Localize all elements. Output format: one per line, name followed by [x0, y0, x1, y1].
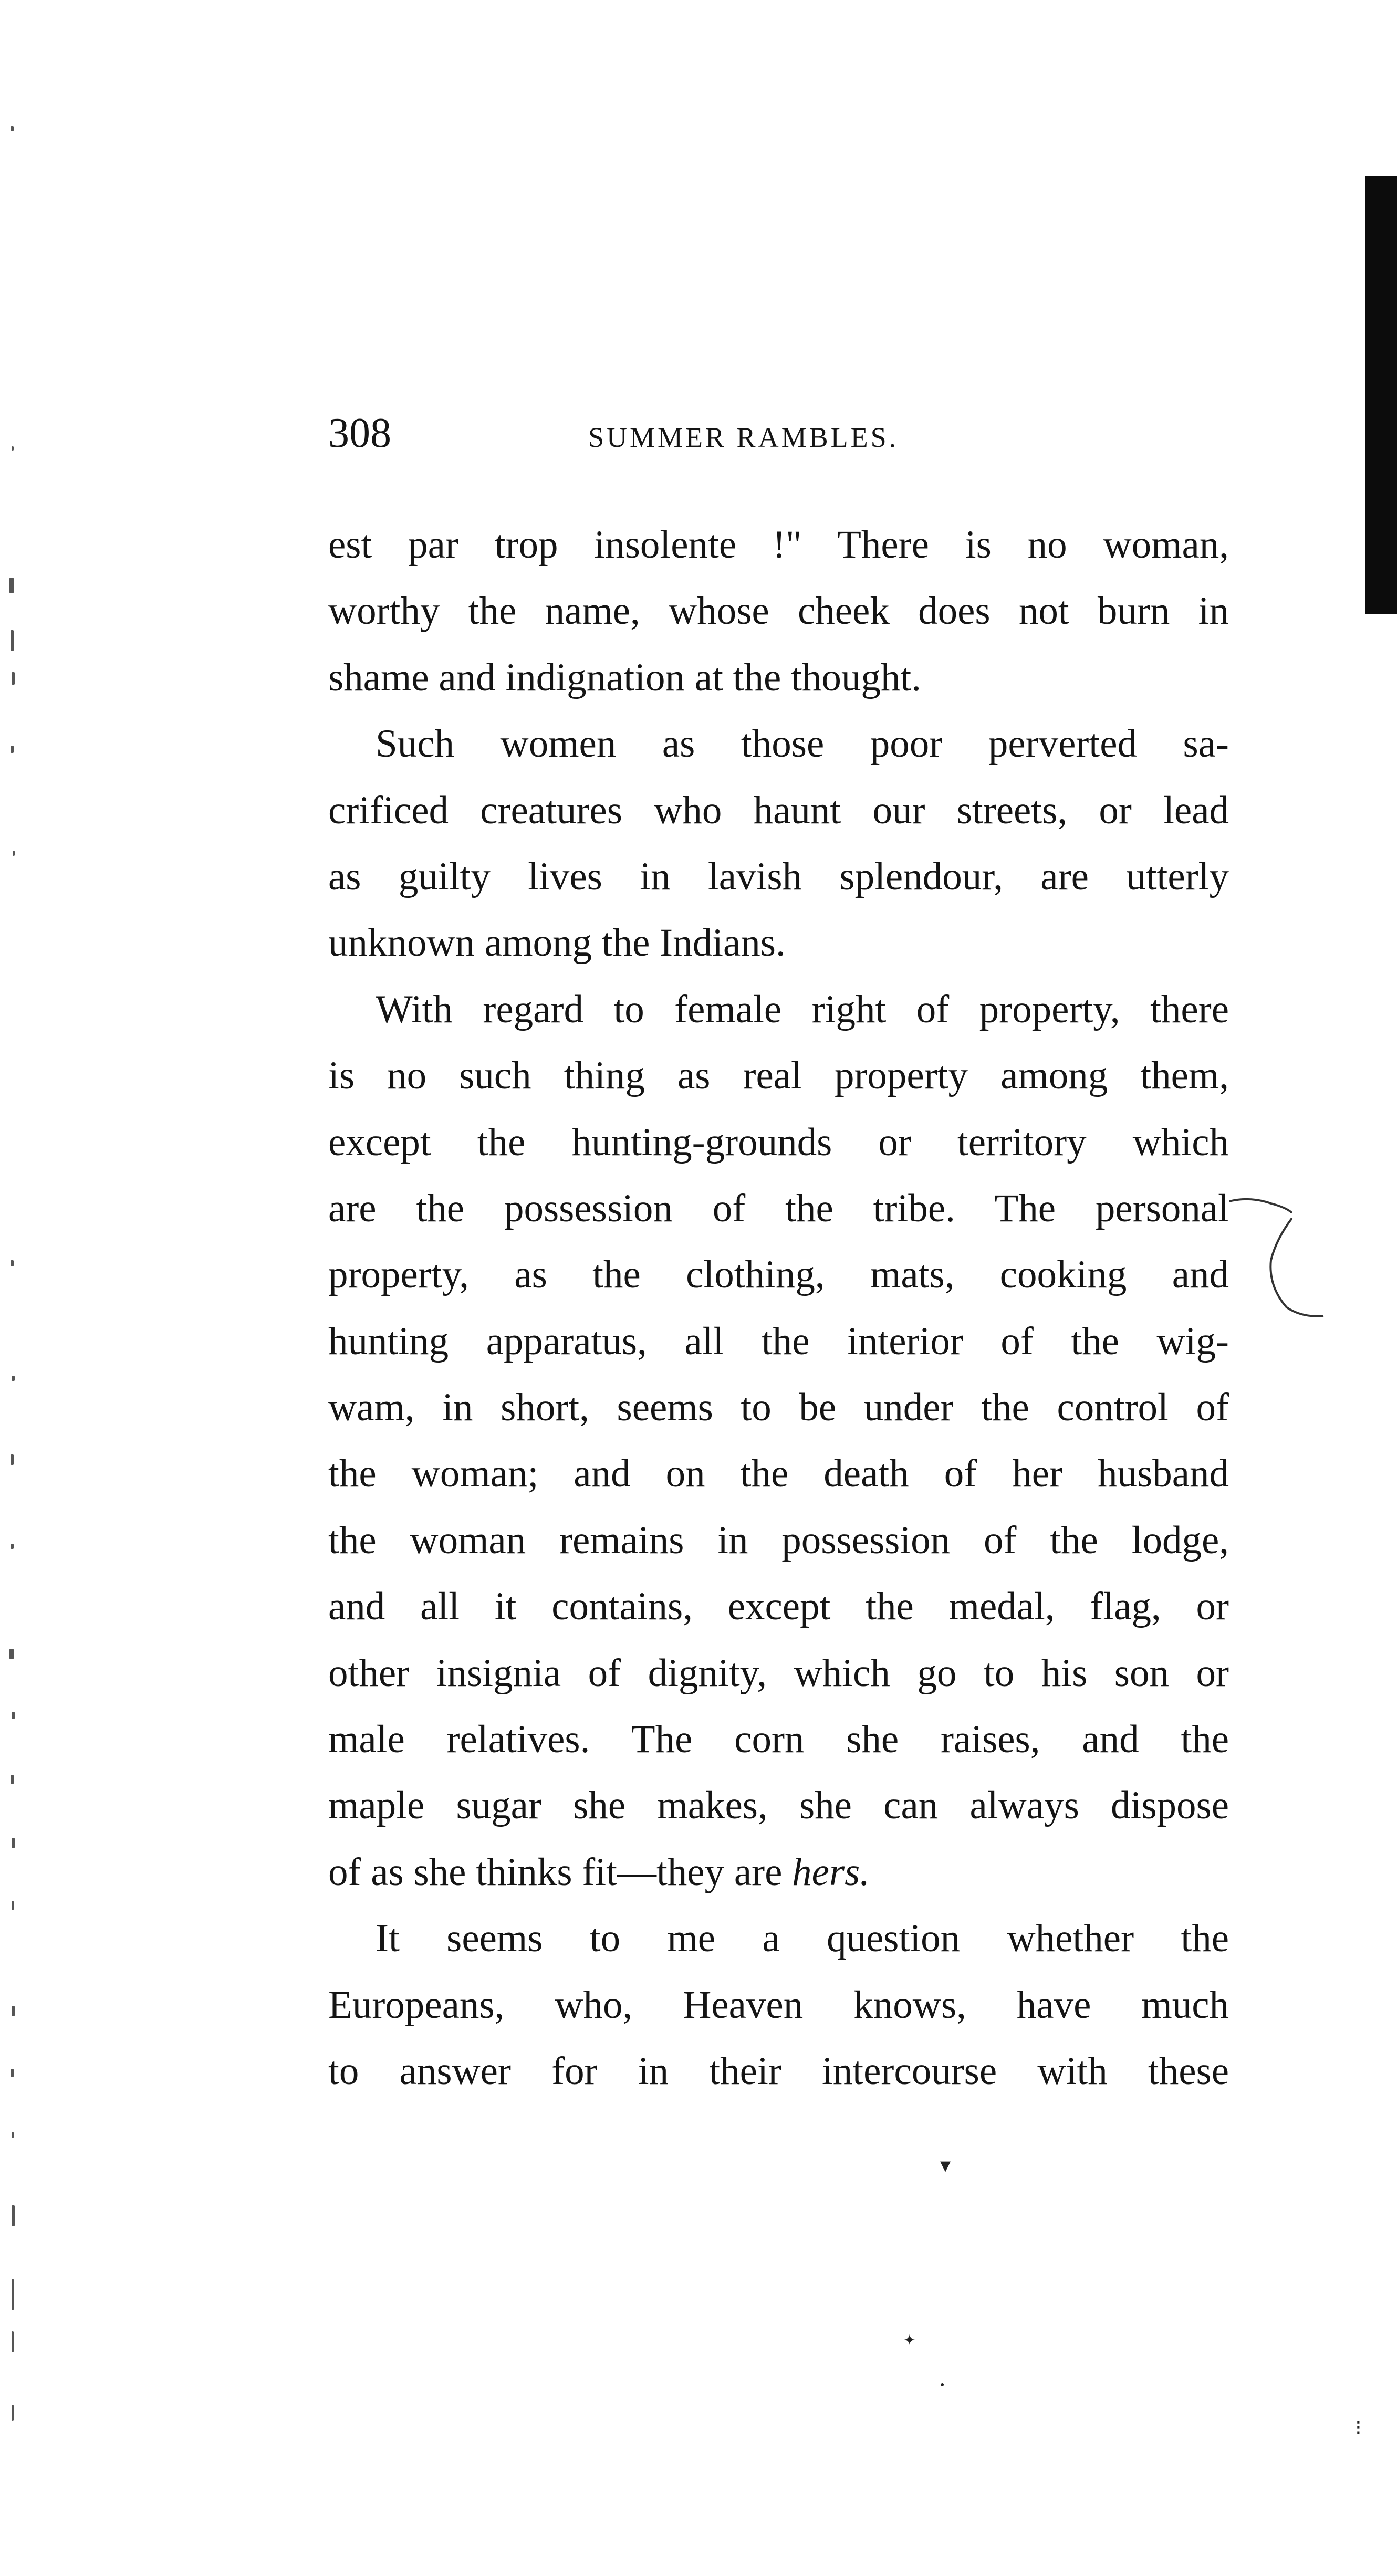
text-line: shame and indignation at the thought. [328, 655, 921, 699]
text-line: unknown among the Indians. [328, 921, 786, 965]
text-line: is no such thing as real property among them, [328, 1054, 1229, 1098]
text-line: as guilty lives in lavish splendour, are utterly [328, 854, 1229, 898]
text-line: and all it contains, except the medal, flag, or [328, 1585, 1229, 1629]
page-edge-shadow [1365, 176, 1397, 614]
margin-bracket-mark [1229, 1192, 1355, 1323]
page-header [328, 404, 1232, 462]
ink-mark: ⁝ [1355, 2416, 1362, 2439]
text-line: the woman; and on the death of her husband [328, 1452, 1229, 1496]
gutter-specks [0, 105, 32, 2520]
text-line: maple sugar she makes, she can always dispose [328, 1784, 1229, 1828]
paragraph [328, 512, 1229, 711]
text-line: male relatives. The corn she raises, and the [328, 1718, 1229, 1762]
text-line: crificed creatures who haunt our streets, or lead [328, 788, 1229, 832]
text-line: wam, in short, seems to be under the control of [328, 1386, 1229, 1430]
text-line: hunting apparatus, all the interior of the wig- [328, 1319, 1229, 1363]
text-line: to answer for in their intercourse with these [328, 2049, 1229, 2093]
ink-mark: ✦ [903, 2332, 916, 2349]
text-line: Europeans, who, Heaven knows, have much [328, 1983, 1229, 2027]
text-line: worthy the name, whose cheek does not burn in [328, 589, 1229, 633]
text-line: property, as the clothing, mats, cooking and [328, 1253, 1229, 1297]
page-number: 308 [328, 410, 391, 456]
text-line: the woman remains in possession of the lodge, [328, 1518, 1229, 1562]
text-line: Such women as those poor perverted sa- [376, 722, 1229, 766]
text-line: est par trop insolente !" There is no woman, [328, 523, 1229, 567]
text-line [328, 1839, 1229, 1905]
paragraph [328, 711, 1229, 977]
text-line-start: of as she thinks fit—they are [328, 1850, 793, 1894]
ink-mark: ▾ [940, 2153, 951, 2177]
running-title: SUMMER RAMBLES. [588, 422, 899, 453]
body-text [328, 512, 1229, 2104]
text-line: It seems to me a question whether the [376, 1917, 1229, 1961]
text-line: other insignia of dignity, which go to his son or [328, 1651, 1229, 1695]
paragraph [328, 977, 1229, 1905]
text-line: With regard to female right of property, there [376, 987, 1229, 1031]
paragraph [328, 1905, 1229, 2104]
ink-mark: • [940, 2379, 945, 2392]
text-line: except the hunting-grounds or territory which [328, 1120, 1229, 1164]
emphasis-word: hers. [792, 1850, 870, 1894]
text-line: are the possession of the tribe. The personal [328, 1186, 1229, 1230]
